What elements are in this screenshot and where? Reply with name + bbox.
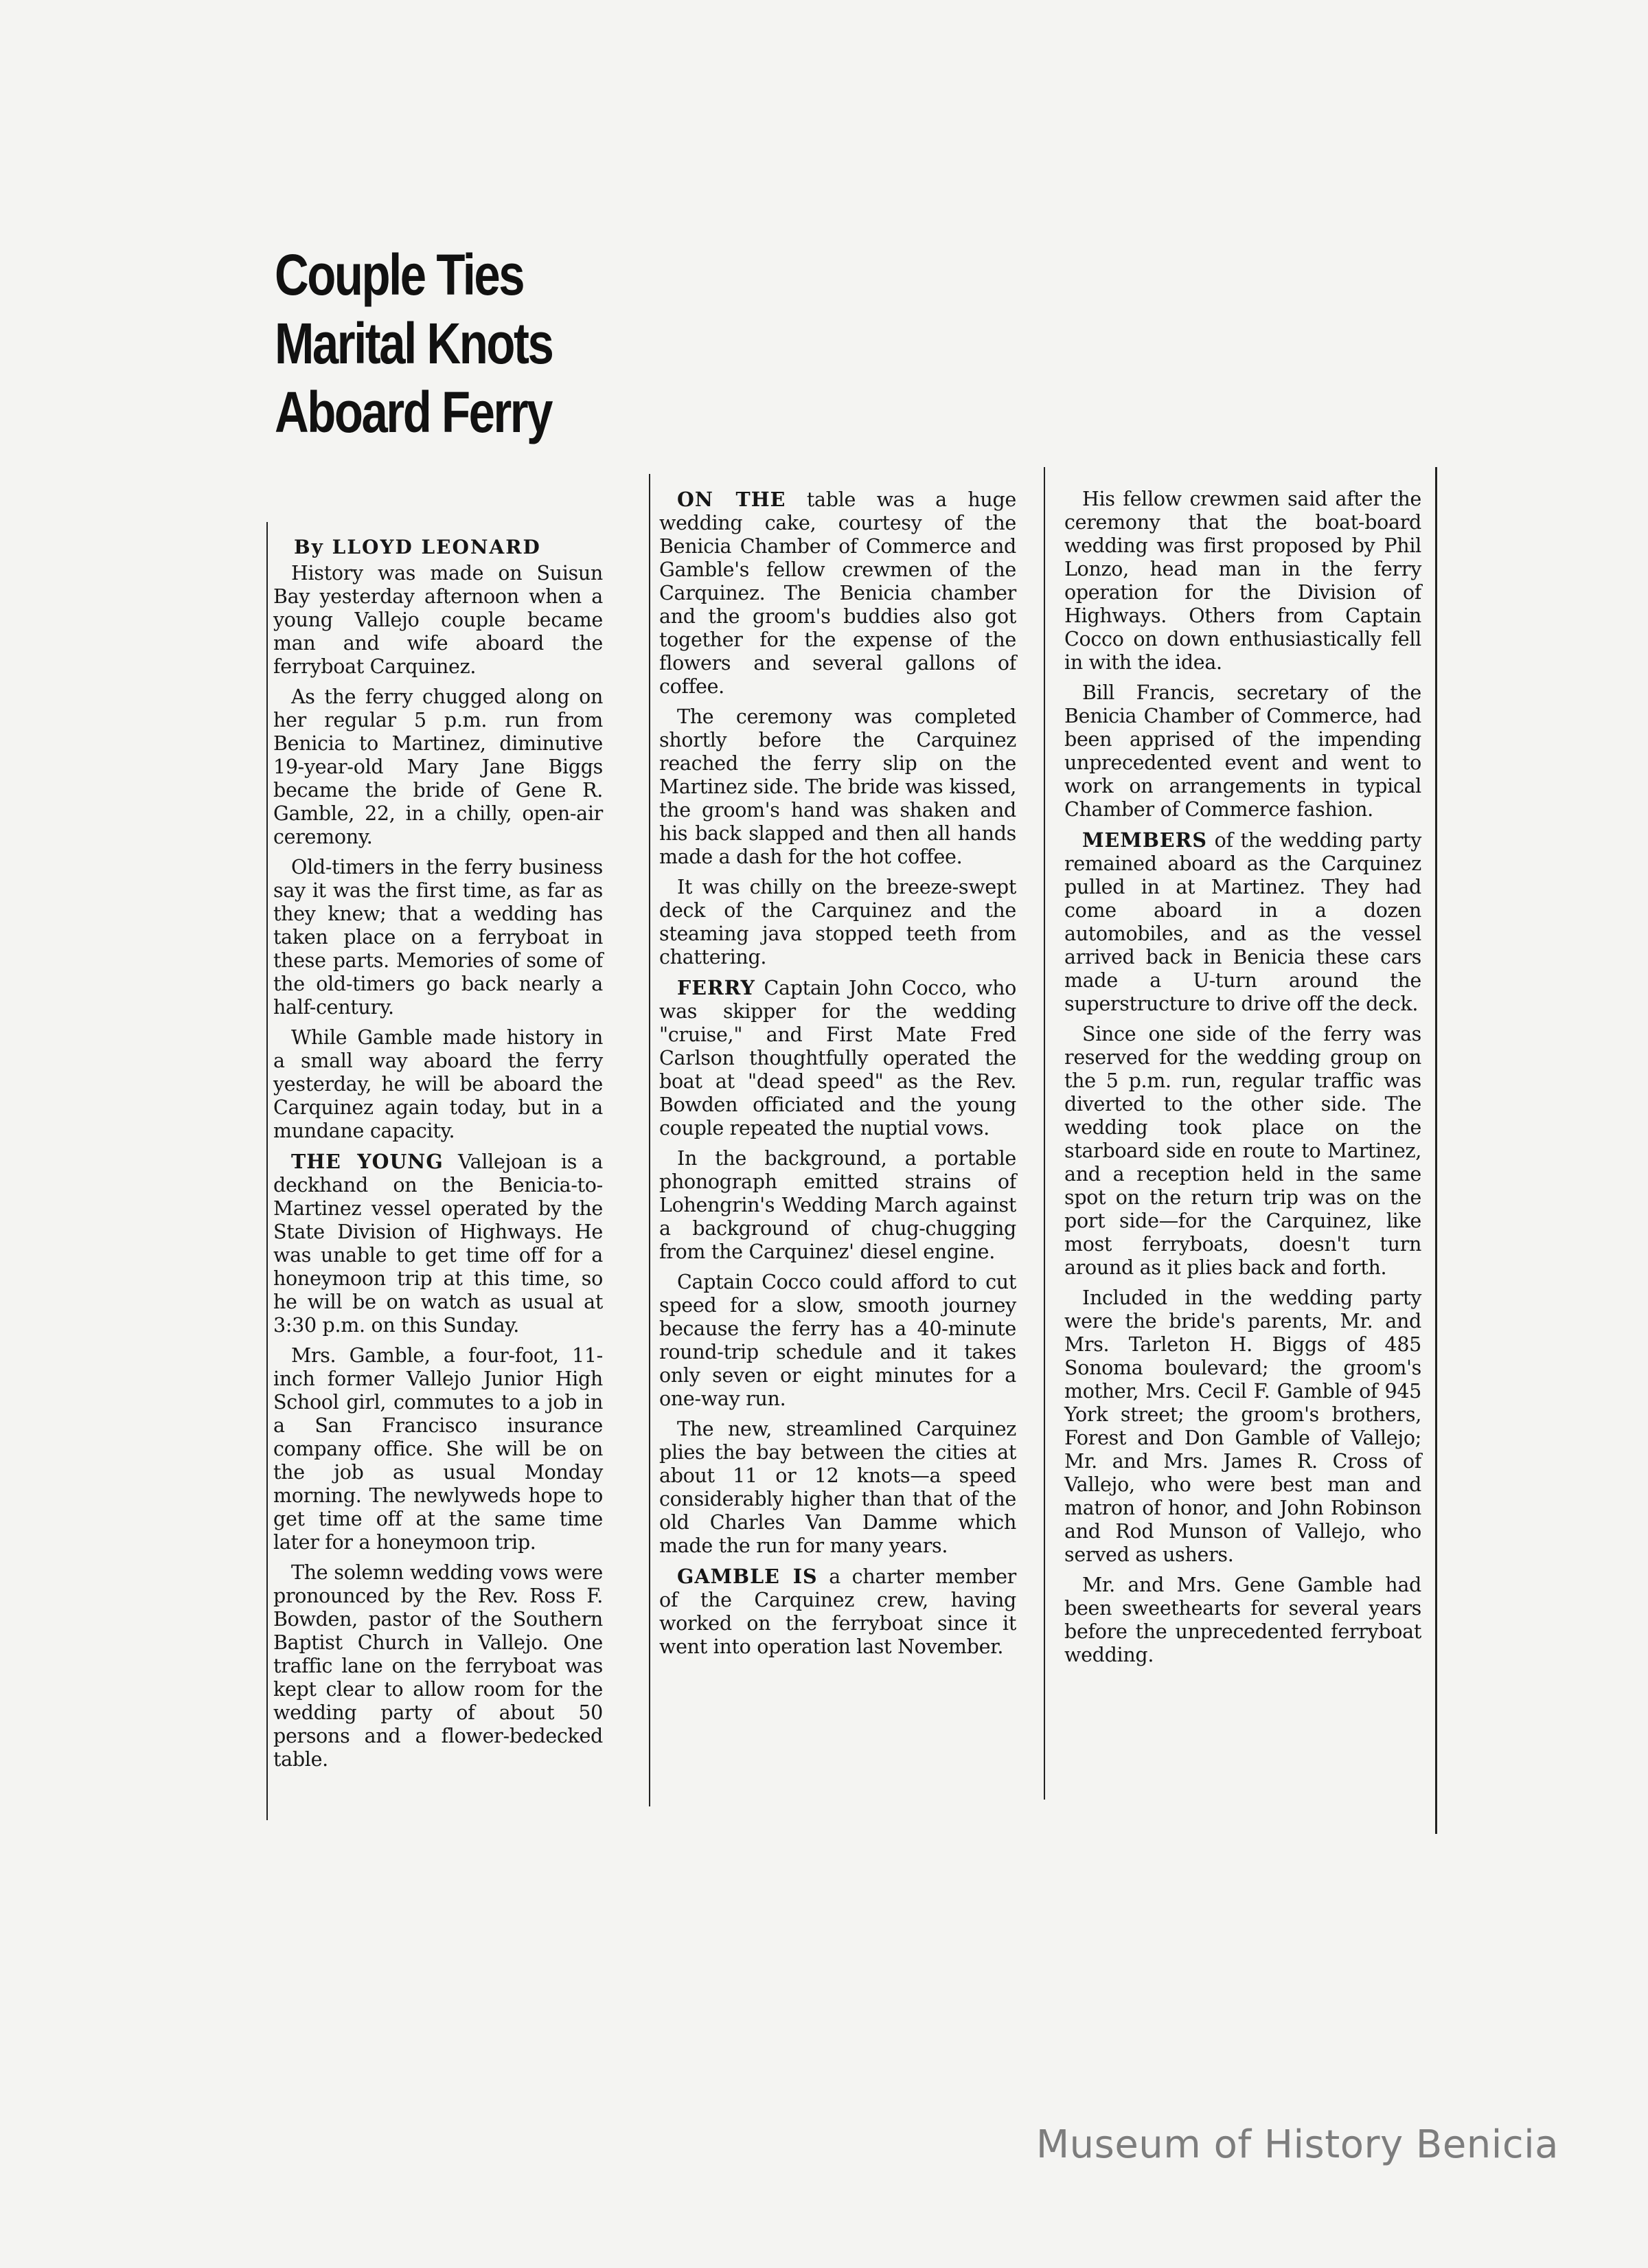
paragraph-text: The solemn wedding vows were pronounced by the Rev. Ross F. Bowden, pastor of the Southern Baptist Church in Vallejo. One traffic lane on the ferryboat was kept clear to allow room for the wedding party of about 50 persons and a flower-bedecked table. — [273, 1561, 603, 1771]
paragraph-text: table was a huge wedding cake, courtesy of the Benicia Chamber of Commerce and Gamble's fellow crewmen of the Carquinez. The Benicia chamber and the groom's buddies also got together for the expense of the flowers and several gallons of coffee. — [659, 488, 1016, 698]
article-paragraph — [1064, 488, 1421, 674]
article-paragraph — [1064, 681, 1421, 821]
column-paragraphs — [659, 488, 1016, 1659]
headline-line-3: Aboard Ferry — [275, 380, 552, 444]
article-paragraph — [273, 685, 603, 849]
column-paragraphs — [1064, 488, 1421, 1667]
article-paragraph — [659, 488, 1016, 699]
headline-line-2: Marital Knots — [275, 311, 553, 376]
article-paragraph — [1064, 828, 1421, 1016]
article-paragraph — [273, 562, 603, 679]
article-paragraph — [273, 1026, 603, 1143]
article-column-1 — [273, 536, 603, 1778]
paragraph-text: The ceremony was completed shortly before the Carquinez reached the ferry slip on the Martinez side. The bride was kissed, the groom's hand was shaken and his back slapped and then all hands made a dash for the hot coffee. — [659, 705, 1016, 868]
article-paragraph — [659, 1418, 1016, 1558]
article-paragraph — [273, 1150, 603, 1337]
paragraph-text: Included in the wedding party were the bride's parents, Mr. and Mrs. Tarleton H. Biggs of 485 Sonoma boulevard; the groom's mother, Mrs. Cecil F. Gamble of 945 York street; the groom's brothers, Forest and Don Gamble of Vallejo; Mr. and Mrs. James R. Cross of Vallejo, who were best man and matron of honor, and John Robinson and Rod Munson of Vallejo, who served as ushers. — [1064, 1286, 1421, 1566]
column-rule-2 — [1044, 467, 1045, 1800]
article-paragraph — [273, 1344, 603, 1554]
paragraph-text: The new, streamlined Carquinez plies the bay between the cities at about 11 or 12 knots—a speed considerably higher than that of the old Charles Van Damme which made the run for many years. — [659, 1418, 1016, 1557]
paragraph-text: Bill Francis, secretary of the Benicia Chamber of Commerce, had been apprised of the impending unprecedented event and went to work on arrangements in typical Chamber of Commerce fashion. — [1064, 681, 1421, 821]
paragraph-lead-caps: GAMBLE IS — [677, 1565, 818, 1588]
paragraph-text: of the wedding party remained aboard as the Carquinez pulled in at Martinez. They had come aboard in a dozen automobiles, and as the vessel arrived back in Benicia these cars made a U-turn around the superstructure to drive off the deck. — [1064, 829, 1421, 1015]
paragraph-text: In the background, a portable phonograph emitted strains of Lohengrin's Wedding March against a background of chug-chugging from the Carquinez' diesel engine. — [659, 1147, 1016, 1263]
article-paragraph — [1064, 1574, 1421, 1667]
paragraph-text: Since one side of the ferry was reserved for the wedding group on the 5 p.m. run, regular traffic was diverted to the other side. The wedding took place on the starboard side en route to Martinez, and a reception held in the same spot on the return trip was on the port side—for the Carquinez, like most ferryboats, doesn't turn around as it plies back and forth. — [1064, 1023, 1421, 1279]
paragraph-text: Old-timers in the ferry business say it was the first time, as far as they knew; that a wedding has taken place on a ferryboat in these parts. Memories of some of the old-timers go back nearly a half-century. — [273, 856, 603, 1019]
paragraph-text: Captain Cocco could afford to cut speed for a slow, smooth journey because the ferry has a 40-minute round-trip schedule and it takes only seven or eight minutes for a one-way run. — [659, 1271, 1016, 1410]
article-paragraph — [659, 705, 1016, 869]
column-rule-right — [1435, 467, 1437, 1834]
paragraph-lead-caps: THE YOUNG — [291, 1150, 444, 1173]
paragraph-text: History was made on Suisun Bay yesterday afternoon when a young Vallejo couple became man and wife aboard the ferryboat Carquinez. — [273, 562, 603, 678]
article-column-3 — [1064, 488, 1421, 1674]
newspaper-clipping — [247, 234, 1456, 1834]
paragraph-text: While Gamble made history in a small way aboard the ferry yesterday, he will be aboard the Carquinez again today, but in a mundane capacity. — [273, 1026, 603, 1142]
paragraph-text: As the ferry chugged along on her regular 5 p.m. run from Benicia to Martinez, diminutive 19-year-old Mary Jane Biggs became the bride of Gene R. Gamble, 22, in a chilly, open-air ceremony. — [273, 685, 603, 848]
paragraph-text: Vallejoan is a deckhand on the Benicia-to-Martinez vessel operated by the State Division of Highways. He was unable to get time off for a honeymoon trip at this time, so he will be on watch as usual at 3:30 p.m. on this Sunday. — [273, 1150, 603, 1337]
paragraph-text: a charter member of the Carquinez crew, having worked on the ferryboat since it went into operation last November. — [659, 1565, 1016, 1658]
article-column-2 — [659, 488, 1016, 1666]
article-paragraph — [1064, 1023, 1421, 1280]
paragraph-lead-caps: MEMBERS — [1082, 828, 1207, 852]
paragraph-text: Mrs. Gamble, a four-foot, 11-inch former Vallejo Junior High School girl, commutes to a job in a San Francisco insurance company office. She will be on the job as usual Monday morning. The newlyweds hope to get time off at the same time later for a honeymoon trip. — [273, 1344, 603, 1554]
column-paragraphs — [273, 562, 603, 1771]
article-paragraph — [659, 1565, 1016, 1659]
article-paragraph — [659, 976, 1016, 1140]
column-rule-1 — [649, 474, 650, 1806]
article-paragraph — [273, 856, 603, 1019]
byline: By LLOYD LEONARD — [294, 536, 541, 558]
article-paragraph — [659, 1147, 1016, 1264]
paragraph-text: His fellow crewmen said after the ceremony that the boat-board wedding was first proposed by Phil Lonzo, head man in the ferry operation for the Division of Highways. Others from Captain Cocco on down enthusiastically fell in with the idea. — [1064, 488, 1421, 674]
article-paragraph — [659, 876, 1016, 969]
paragraph-text: Mr. and Mrs. Gene Gamble had been sweethearts for several years before the unprecedented ferryboat wedding. — [1064, 1574, 1421, 1666]
article-paragraph — [273, 1561, 603, 1771]
museum-watermark: Museum of History Benicia — [1035, 2122, 1559, 2167]
column-rule-left — [266, 522, 268, 1820]
headline-line-1: Couple Ties — [275, 242, 524, 307]
article-paragraph — [659, 1271, 1016, 1411]
headline — [275, 240, 567, 446]
paragraph-text: Captain John Cocco, who was skipper for the wedding "cruise," and First Mate Fred Carlson thoughtfully operated the boat at "dead speed" as the Rev. Bowden officiated and the young couple repeated the nuptial vows. — [659, 977, 1016, 1139]
paragraph-lead-caps: ON THE — [677, 488, 786, 511]
article-paragraph — [1064, 1286, 1421, 1567]
paragraph-text: It was chilly on the breeze-swept deck of the Carquinez and the steaming java stopped teeth from chattering. — [659, 876, 1016, 968]
paragraph-lead-caps: FERRY — [677, 976, 755, 999]
